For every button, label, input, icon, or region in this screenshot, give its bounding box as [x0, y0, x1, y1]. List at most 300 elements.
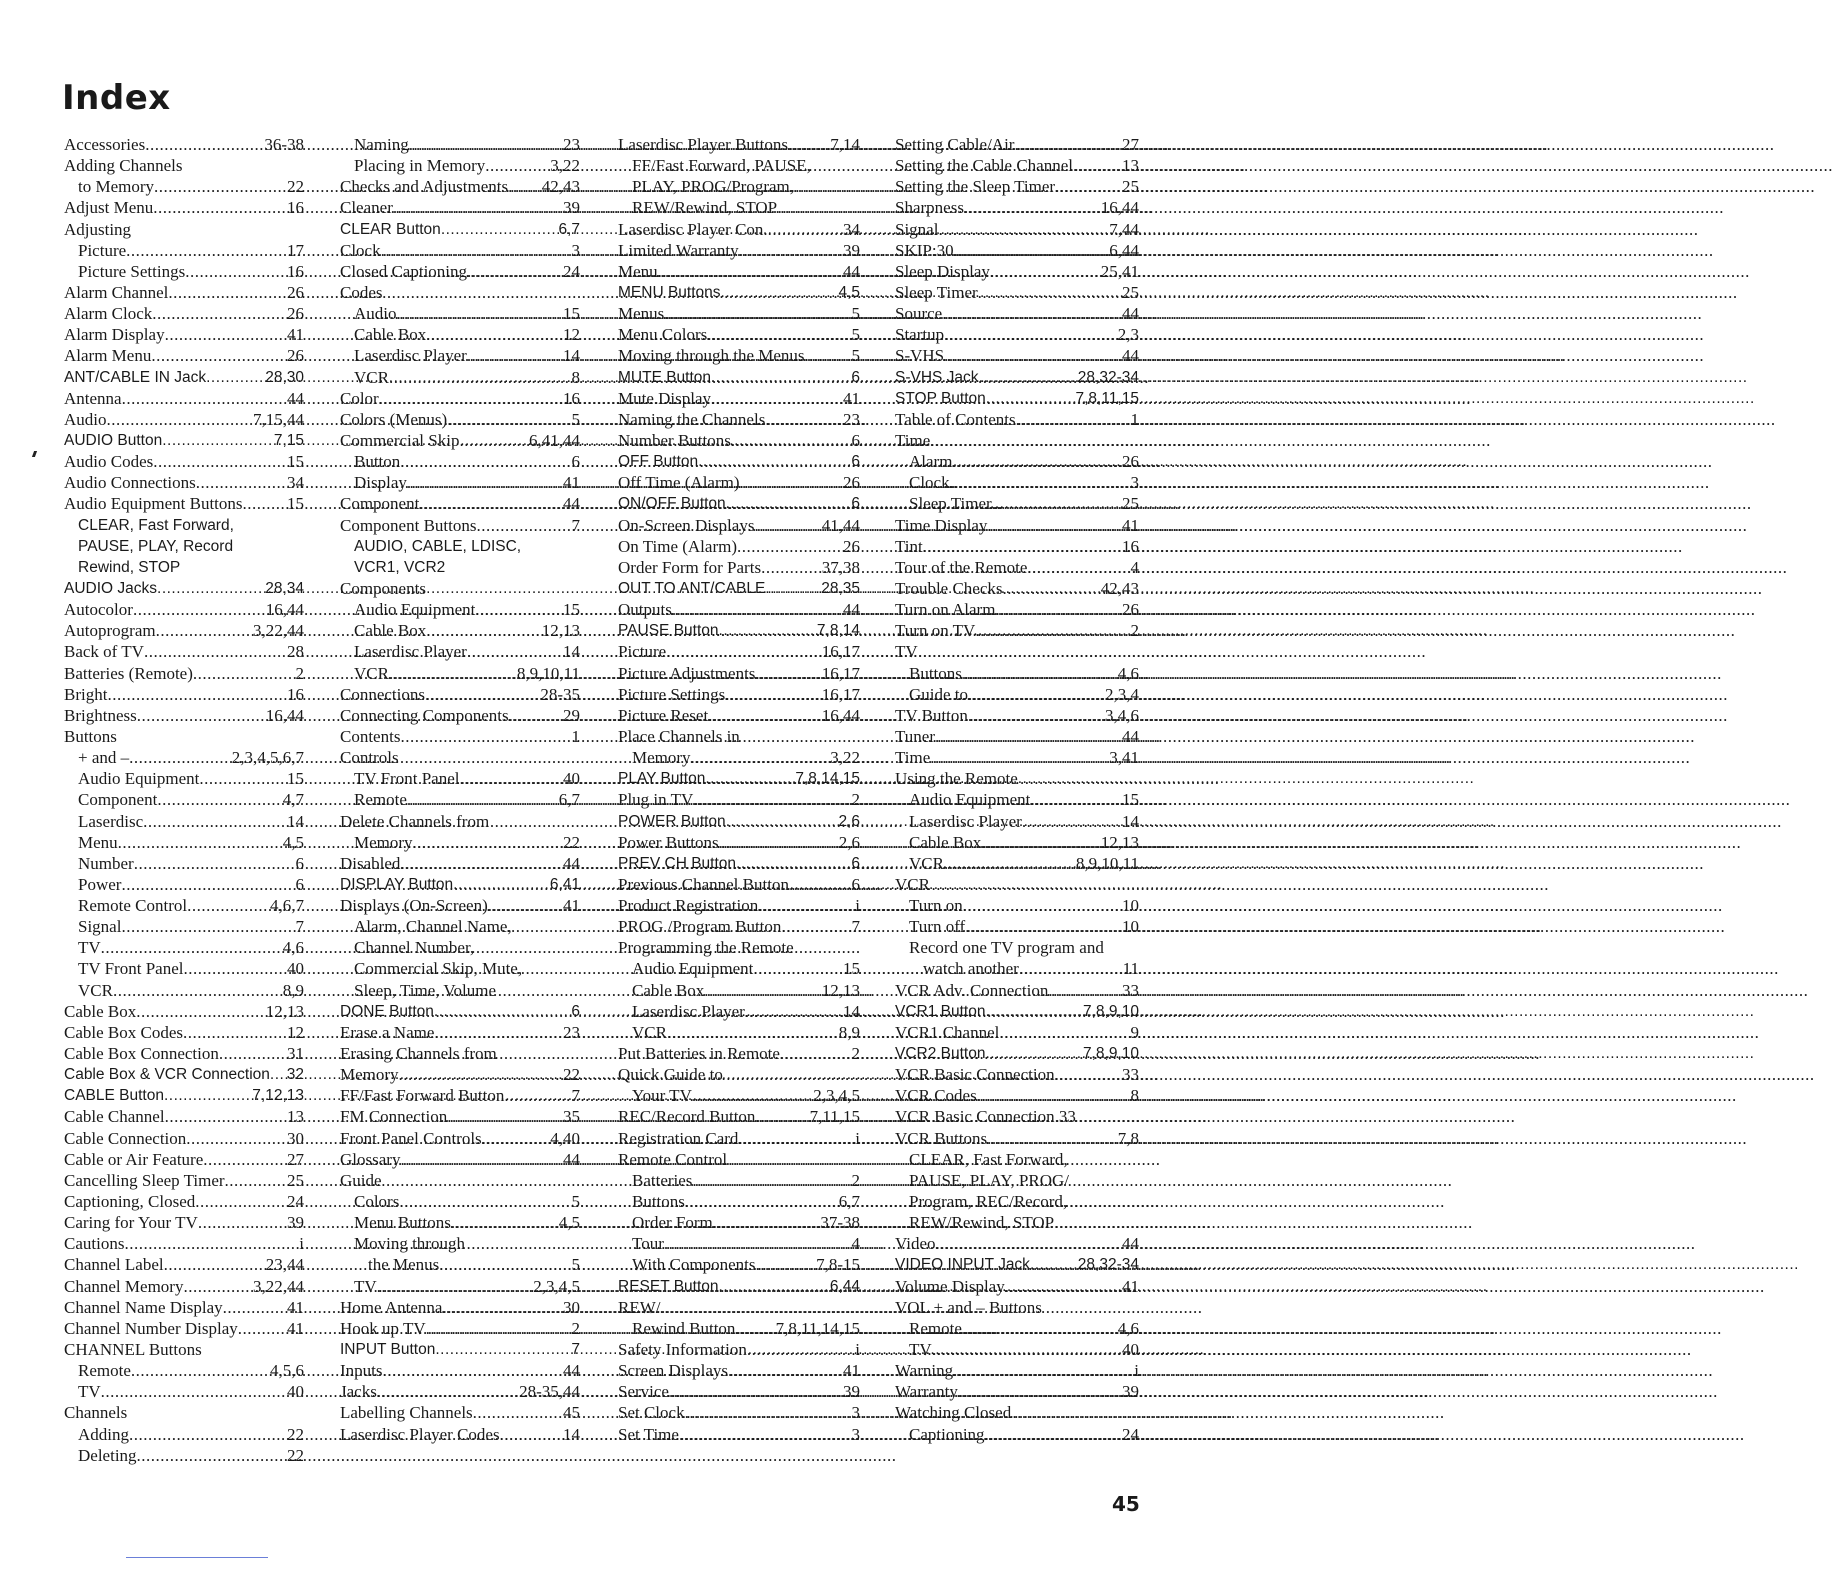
index-entry [340, 536, 580, 557]
index-entry-pages: 28,34 [265, 579, 304, 597]
index-entry-pages: 36-38 [264, 135, 304, 154]
index-entry-pages: 2,3,4,5,6,7 [231, 748, 304, 768]
dot-leader [1030, 789, 1122, 810]
index-entry-term: Hook up TV [340, 1318, 426, 1338]
index-entry-term: Caring for Your TV [64, 1213, 198, 1233]
index-entry [340, 1424, 580, 1445]
index-column-1 [64, 134, 304, 1466]
index-entry-pages: 32 [286, 1066, 304, 1084]
dot-leader [932, 1339, 1122, 1360]
dot-leader [459, 430, 529, 451]
index-entry [618, 958, 860, 979]
dot-leader [407, 472, 563, 493]
dot-leader [781, 916, 851, 937]
dot-leader [930, 747, 1109, 768]
index-entry-pages: 16,44 [265, 705, 304, 725]
index-entry [64, 515, 304, 536]
index-entry-term: to Memory [78, 177, 155, 197]
index-entry-pages: 6,7 [838, 1192, 860, 1212]
index-entry [64, 409, 304, 430]
index-entry-pages: 16 [287, 684, 304, 704]
index-entry-term: Set Time [618, 1424, 679, 1444]
index-entry-pages: 12,13 [821, 980, 860, 1000]
index-entry-pages: i [855, 896, 860, 916]
index-entry-pages: 39 [1122, 1382, 1139, 1402]
index-entry-term: Adjusting [64, 219, 132, 239]
index-entry-term: Buttons [64, 726, 117, 746]
index-entry-term: VCR Codes [895, 1086, 977, 1106]
dot-leader [740, 472, 843, 493]
dot-leader [753, 958, 843, 979]
index-entry [618, 1318, 860, 1339]
index-entry-term: AUDIO Button [64, 431, 163, 449]
dot-leader [658, 261, 843, 282]
index-entry [618, 197, 860, 218]
index-entry [618, 1043, 860, 1064]
index-entry-term: Power [78, 874, 122, 894]
index-entry-term: Channel Number Display [64, 1318, 238, 1338]
index-entry [340, 282, 580, 303]
index-entry [618, 1128, 860, 1149]
dot-leader [1030, 1254, 1078, 1275]
index-entry-pages: 7,8,14,15 [795, 770, 860, 788]
index-entry [618, 578, 860, 599]
index-entry [340, 578, 580, 599]
index-entry-term: Laserdisc Player [354, 346, 467, 366]
dot-leader [435, 1339, 571, 1360]
dot-leader [978, 282, 1122, 303]
index-entry-term: Controls [340, 748, 399, 768]
index-entry [64, 1360, 304, 1381]
index-entry-pages: 8,9 [282, 980, 304, 1000]
index-entry-term: DISPLAY Button [340, 875, 454, 893]
index-entry-pages: 3 [851, 1403, 860, 1423]
index-entry-pages: 4,6 [282, 938, 304, 958]
index-entry [340, 155, 580, 176]
dot-leader [713, 1212, 821, 1233]
index-entry-term: VCR1, VCR2 [354, 558, 446, 576]
index-entry-pages: 28-35,44 [519, 1382, 580, 1402]
index-entry-term: Colors (Menus) [340, 409, 448, 429]
dot-leader [156, 620, 253, 641]
index-entry [64, 1233, 304, 1254]
index-entry-term: Audio Connections [64, 473, 196, 493]
index-entry [895, 1360, 1139, 1381]
dot-leader [107, 409, 254, 430]
index-entry [64, 1212, 304, 1233]
index-entry [618, 134, 860, 155]
index-entry-term: REC/Record Button [618, 1107, 756, 1127]
index-entry [618, 155, 860, 176]
index-entry-term: Display [354, 473, 407, 493]
index-entry [895, 641, 1139, 662]
index-entry [618, 937, 860, 958]
index-entry-pages: 4,5 [558, 1213, 580, 1233]
index-entry [618, 345, 860, 366]
index-entry-pages: 40 [563, 769, 580, 789]
index-entry [64, 1297, 304, 1318]
index-entry [64, 937, 304, 958]
index-entry-term: Alarm [909, 452, 953, 472]
index-entry-pages: 39 [843, 240, 860, 260]
index-entry-term: POWER Button [618, 812, 726, 830]
dot-leader [711, 388, 843, 409]
index-entry-term: With Components [632, 1255, 756, 1275]
index-entry-pages: 7 [851, 917, 860, 937]
index-entry [64, 1106, 304, 1127]
index-entry-pages: 6 [851, 495, 860, 513]
index-entry [895, 1276, 1139, 1297]
index-entry-term: TV Front Panel [354, 769, 460, 789]
index-entry-pages: 5 [851, 346, 860, 366]
index-entry-pages: 24 [563, 261, 580, 281]
index-entry-pages: 6 [571, 1002, 580, 1020]
index-entry-term: VCR [78, 980, 113, 1000]
dot-leader [1027, 557, 1130, 578]
index-entry [895, 684, 1139, 705]
dot-leader [745, 1001, 843, 1022]
dot-leader [145, 134, 264, 155]
index-entry-pages: 16,17 [821, 642, 860, 662]
index-entry [618, 176, 860, 197]
index-entry-term: Cleaner [340, 198, 393, 218]
index-entry [64, 493, 304, 514]
index-entry-pages: 28,32-34 [1077, 1256, 1139, 1274]
index-entry-term: Captioning [909, 1424, 985, 1444]
index-entry [64, 1064, 304, 1085]
index-entry [618, 451, 860, 472]
index-entry-pages: 12,13 [265, 1001, 304, 1021]
index-entry-term: S-VHS Jack [895, 368, 979, 386]
index-entry [340, 176, 580, 197]
index-entry [64, 282, 304, 303]
index-entry-term: Laserdisc Player [354, 642, 467, 662]
index-entry-pages: 16 [1122, 536, 1139, 556]
dot-leader [143, 811, 287, 832]
index-entry-term: Picture Settings [78, 261, 186, 281]
index-entry-pages: 16 [563, 388, 580, 408]
index-entry [340, 1233, 580, 1254]
index-entry-pages: i [855, 1340, 860, 1360]
index-entry-pages: 25 [1122, 494, 1139, 514]
dot-leader [121, 874, 295, 895]
index-entry-term: Registration Card [618, 1128, 739, 1148]
index-entry-pages: i [299, 1234, 304, 1254]
index-entry-pages: 3 [571, 240, 580, 260]
dot-leader [1073, 155, 1122, 176]
dot-leader [124, 1233, 299, 1254]
dot-leader [738, 1128, 855, 1149]
index-entry-term: Audio Equipment [354, 600, 476, 620]
dot-leader [968, 684, 1105, 705]
dot-leader [413, 832, 563, 853]
index-entry-term: Power Buttons [618, 832, 719, 852]
index-entry-term: VCR [354, 663, 389, 683]
index-entry-term: Watching Closed [895, 1403, 1012, 1423]
index-entry-term: Memory [340, 1065, 399, 1085]
index-entry [64, 599, 304, 620]
index-entry-term: Place Channels in [618, 726, 740, 746]
index-entry-term: Table of Contents [895, 409, 1016, 429]
dot-leader [705, 768, 795, 789]
index-entry [618, 895, 860, 916]
index-entry [340, 324, 580, 345]
index-entry [64, 832, 304, 853]
index-entry-pages: 15 [563, 304, 580, 324]
index-entry [64, 536, 304, 557]
index-entry-term: Erasing Channels from [340, 1044, 497, 1064]
dot-leader [451, 1212, 559, 1233]
index-entry-term: PAUSE Button [618, 622, 719, 640]
index-entry-pages: 26 [1122, 600, 1139, 620]
index-entry [64, 155, 304, 176]
index-entry-term: CABLE Button [64, 1087, 164, 1105]
index-entry-pages: 37,38 [821, 557, 860, 577]
dot-leader [153, 451, 287, 472]
index-entry [64, 1402, 304, 1423]
index-entry-term: Cable or Air Feature [64, 1149, 204, 1169]
dot-leader [693, 789, 851, 810]
index-entry [340, 789, 580, 810]
index-entry-term: Clock [340, 240, 381, 260]
dot-leader [692, 1170, 851, 1191]
index-entry [618, 980, 860, 1001]
index-entry-pages: 12 [287, 1022, 304, 1042]
index-entry-pages: 45 [563, 1403, 580, 1423]
index-entry-term: Bright [64, 684, 108, 704]
index-entry-term: AUDIO Jacks [64, 579, 158, 597]
dot-leader [165, 1106, 287, 1127]
index-entry-pages: 8 [571, 367, 580, 387]
index-column-3 [618, 134, 860, 1445]
index-entry [64, 1149, 304, 1170]
index-entry [64, 197, 304, 218]
index-entry-term: + and – [78, 748, 130, 768]
dot-leader [765, 409, 843, 430]
index-entry [64, 1424, 304, 1445]
index-entry-term: Codes [340, 282, 383, 302]
index-entry-pages: 10 [1122, 917, 1139, 937]
dot-leader [708, 705, 822, 726]
index-entry [340, 515, 580, 536]
index-entry-term: Naming [354, 135, 409, 154]
index-entry [895, 1085, 1139, 1106]
index-entry [340, 557, 580, 578]
index-entry-pages: 26 [287, 282, 304, 302]
index-entry [340, 1128, 580, 1149]
dot-leader [151, 345, 287, 366]
index-entry-term: Sleep Display [895, 261, 990, 281]
index-entry-term: ON/OFF Button [618, 495, 726, 513]
dot-leader [467, 261, 563, 282]
dot-leader [383, 1360, 564, 1381]
index-entry-term: Laserdisc Player [632, 1001, 745, 1021]
index-entry-pages: 23 [843, 409, 860, 429]
index-entry-term: PREV CH Button [618, 854, 737, 872]
index-entry-term: Picture Adjustments [618, 663, 756, 683]
index-entry-pages: 22 [563, 832, 580, 852]
index-entry-term: TV Front Panel [78, 959, 184, 979]
dot-leader [990, 261, 1101, 282]
index-entry-term: Turn on TV [895, 621, 976, 641]
index-entry-term: Colors [354, 1192, 400, 1212]
index-entry [340, 1276, 580, 1297]
index-entry-term: VCR Basic Connection [895, 1065, 1055, 1085]
index-entry-pages: 16 [287, 198, 304, 218]
index-entry-pages: 4 [851, 1234, 860, 1254]
index-entry [895, 557, 1139, 578]
index-entry-term: Adding Channels [64, 156, 183, 176]
index-entry-term: Warning [895, 1361, 954, 1381]
index-entry-pages: 6 [295, 853, 304, 873]
index-entry-pages: 1 [1130, 409, 1139, 429]
index-entry-term: Channel Label [64, 1255, 164, 1275]
index-entry [64, 705, 304, 726]
index-entry-pages: 16,44 [1100, 198, 1139, 218]
index-entry [618, 1339, 860, 1360]
index-entry-term: Cable Box [354, 325, 427, 345]
dot-leader [737, 536, 843, 557]
index-entry [64, 958, 304, 979]
index-entry [64, 1445, 304, 1466]
dot-leader [756, 1254, 817, 1275]
dot-leader [399, 1064, 563, 1085]
index-entry [64, 789, 304, 810]
index-entry [618, 1424, 860, 1445]
index-entry [340, 1191, 580, 1212]
dot-leader [198, 1212, 287, 1233]
dot-leader [664, 303, 851, 324]
index-entry [340, 874, 580, 895]
index-entry-term: Cable Box Codes [64, 1022, 183, 1042]
index-entry [340, 980, 580, 1001]
index-entry-term: Outputs [618, 600, 672, 620]
footer-rule [126, 1557, 268, 1558]
index-entry [64, 726, 304, 747]
index-entry [64, 1043, 304, 1064]
index-entry-pages: 34 [287, 473, 304, 493]
index-entry [618, 388, 860, 409]
dot-leader [162, 430, 274, 451]
dot-leader [377, 1276, 534, 1297]
index-entry [618, 853, 860, 874]
dot-leader [968, 705, 1105, 726]
index-entry [340, 261, 580, 282]
index-entry [618, 303, 860, 324]
dot-leader [985, 1001, 1083, 1022]
index-entry [618, 240, 860, 261]
dot-leader [761, 557, 822, 578]
index-entry-pages: 16 [287, 261, 304, 281]
index-entry-pages: 15 [287, 769, 304, 789]
index-entry-pages: 14 [563, 642, 580, 662]
index-entry-term: AUDIO, CABLE, LDISC, [354, 537, 522, 555]
index-entry-pages: 26 [287, 304, 304, 324]
index-entry [64, 1318, 304, 1339]
index-entry-pages: 6,41 [549, 875, 580, 893]
index-entry-pages: 16,17 [821, 684, 860, 704]
index-entry [64, 1339, 304, 1360]
index-entry-pages: 25 [287, 1170, 304, 1190]
index-entry-term: Cable Connection [64, 1128, 187, 1148]
index-entry-pages: 44 [287, 388, 304, 408]
index-entry [618, 620, 860, 641]
dot-leader [780, 1043, 852, 1064]
index-entry [340, 1381, 580, 1402]
dot-leader [183, 958, 287, 979]
index-entry-pages: 9 [1130, 1022, 1139, 1042]
dot-leader [987, 515, 1122, 536]
index-entry-pages: 44 [563, 1361, 580, 1381]
index-entry [340, 1106, 580, 1127]
index-entry-pages: 42,43 [1100, 578, 1139, 598]
index-entry [895, 472, 1139, 493]
index-entry [64, 663, 304, 684]
dot-leader [183, 1022, 287, 1043]
dot-leader [964, 197, 1101, 218]
index-entry-pages: 29 [563, 705, 580, 725]
dot-leader [936, 1233, 1122, 1254]
index-entry-term: Labelling Channels [340, 1403, 473, 1423]
index-entry [618, 1149, 860, 1170]
index-entry [340, 409, 580, 430]
index-entry-term: Time [895, 430, 931, 450]
index-entry [618, 1233, 860, 1254]
index-entry-pages: 41 [843, 388, 860, 408]
dot-leader [199, 768, 287, 789]
index-entry [895, 832, 1139, 853]
index-entry-pages: 15 [1122, 790, 1139, 810]
index-entry [340, 895, 580, 916]
index-entry-pages: 8,9,10,11 [1075, 853, 1139, 873]
index-entry [895, 1191, 1139, 1212]
index-entry-pages: 2,3 [1117, 325, 1139, 345]
index-entry-pages: 39 [563, 198, 580, 218]
index-entry-pages: 39 [843, 1382, 860, 1402]
index-entry-term: Audio [354, 304, 397, 324]
index-entry [618, 747, 860, 768]
dot-leader [439, 1254, 571, 1275]
index-entry-term: OUT TO ANT/CABLE [618, 579, 766, 597]
dot-leader [935, 726, 1122, 747]
index-entry [618, 1022, 860, 1043]
index-entry-pages: 5 [571, 409, 580, 429]
dot-leader [442, 1297, 563, 1318]
index-entry-term: Guide to [909, 684, 969, 704]
dot-leader [238, 1318, 287, 1339]
index-entry-term: Cable Box [354, 621, 427, 641]
index-entry-pages: 28,32-34 [1077, 368, 1139, 386]
index-entry [895, 1402, 1139, 1423]
dot-leader [944, 345, 1122, 366]
index-entry-pages: 41 [843, 1361, 860, 1381]
index-entry-pages: 6,7 [558, 790, 580, 810]
dot-leader [726, 811, 839, 832]
dot-leader [789, 874, 852, 895]
index-entry-term: Audio Codes [64, 452, 154, 472]
index-entry [340, 832, 580, 853]
index-entry-term: Screen Displays [618, 1361, 729, 1381]
index-entry [895, 705, 1139, 726]
dot-leader [203, 1149, 287, 1170]
index-entry-pages: 8,9,10,11 [516, 663, 580, 683]
index-entry-pages: 3,22 [550, 156, 580, 176]
index-entry [618, 472, 860, 493]
index-entry [618, 515, 860, 536]
index-entry [64, 578, 304, 599]
index-entry-pages: 2 [851, 1170, 860, 1190]
index-entry-pages: 7,44 [1109, 219, 1139, 239]
